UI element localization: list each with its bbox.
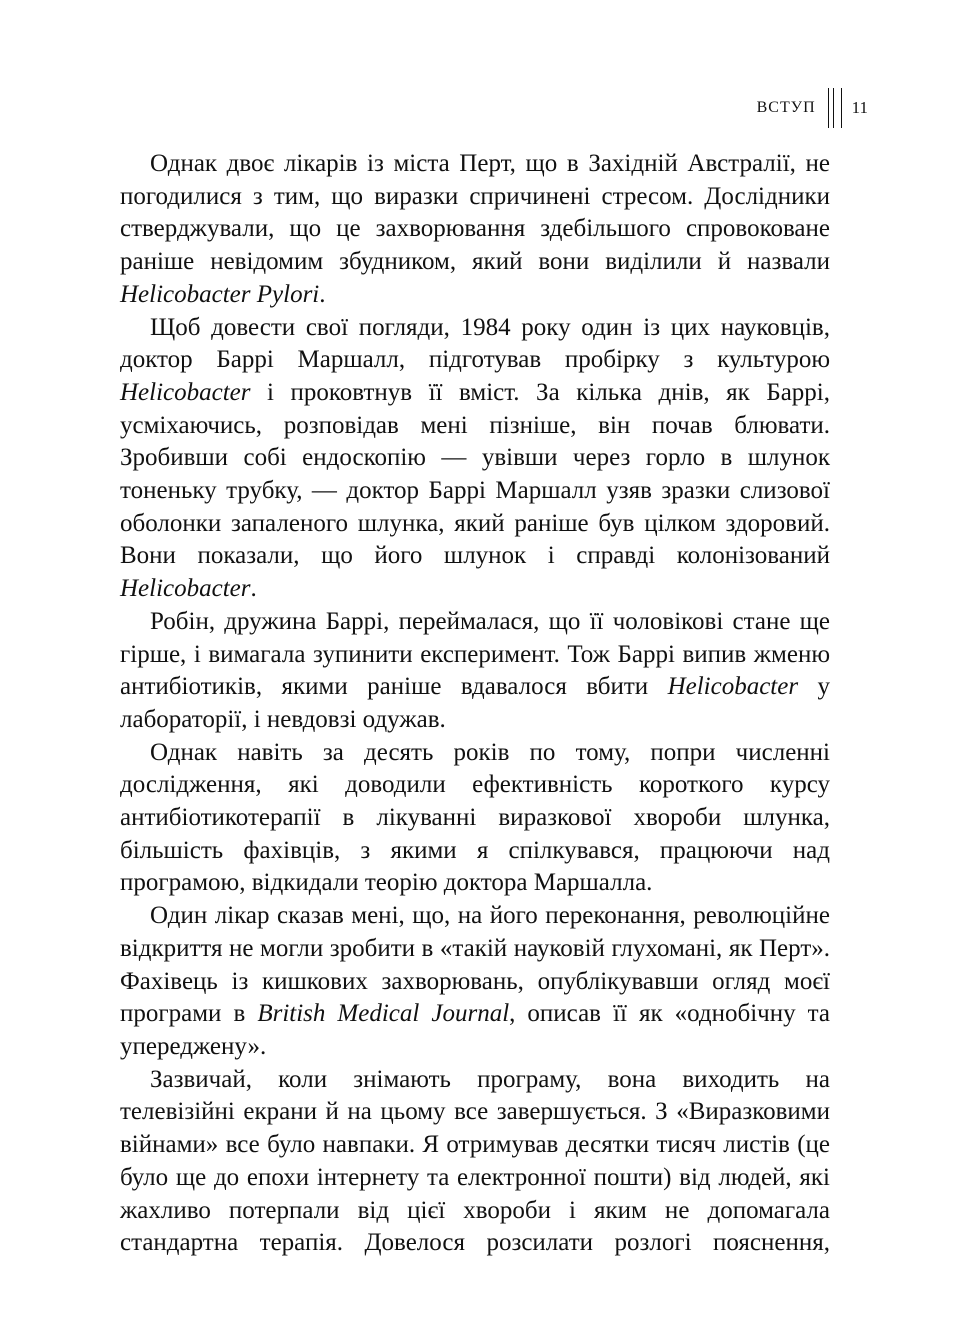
double-rule-divider — [828, 88, 842, 128]
italic-term: Helicobacter — [667, 673, 799, 701]
text-run: . — [250, 575, 257, 603]
text-run: , описав її як «однобічну та упереджену». — [120, 1000, 831, 1060]
italic-term: Helicobacter — [120, 378, 251, 406]
paragraph — [120, 1064, 830, 1260]
text-run: Однак навіть за десять років по тому, попри численні дослідження, які доводили ефективність короткого курсу антибіотикотерапії в лікуванні виразкової хвороби шлунка, більшість фахівців, з якими я спілкувався, працюючи над програмою, відкидали теорію доктора Маршалла. — [120, 738, 830, 897]
paragraph — [120, 606, 830, 737]
text-run: . — [319, 280, 326, 308]
paragraph — [120, 312, 830, 606]
text-run: Один лікар сказав мені, що, на його переконання, революційне відкриття не могли зробити в «такій науковій глухомані, як Перт». Фахівець із кишкових захворювань, опублікувавши огляд моєї програми в — [120, 902, 830, 1028]
italic-term: Helicobacter — [120, 575, 251, 603]
text-run: Робін, дружина Баррі, переймалася, що її чоловікові стане ще гірше, і вимагала зупинити експеримент. Тож Баррі випив жменю антибіотиків, якими раніше вдавалося вбити — [120, 607, 830, 701]
paragraph — [120, 900, 830, 1064]
text-run: у лабораторії, і невдовзі одужав. — [120, 673, 831, 733]
running-head — [757, 88, 868, 128]
section-title: ВСТУП — [756, 99, 816, 116]
body-text — [120, 148, 830, 1260]
italic-term: Helicobacter Pylori — [120, 280, 320, 308]
paragraph — [120, 148, 830, 312]
text-run: Однак двоє лікарів із міста Перт, що в Західній Австралії, не погодилися з тим, що виразки спричинені стресом. Дослідники стверджували, що це захворювання здебільшого спровоковане раніше невідомим збудником, який вони виділили й назвали — [120, 150, 830, 276]
text-run: Зазвичай, коли знімають програму, вона виходить на телевізійні екрани й на цьому все завершується. З «Виразковими війнами» все було навпаки. Я отримував десятки тисяч листів (це було ще до епохи інтернету та електронної пошти) від людей, які жахливо потерпали від цієї хвороби і яким не допомагала стандартна терапія. Довелося розсилати розлогі пояснення, — [120, 1065, 830, 1257]
italic-term: British Medical Journal — [257, 1000, 510, 1028]
paragraph — [120, 737, 830, 901]
text-run: і проковтнув її вміст. За кілька днів, як Баррі, усміхаючись, розповідав мені пізніше, він почав блювати. Зробивши собі ендоскопію — увівши через горло в шлунок тоненьку трубку, — доктор Баррі Маршалл узяв зразки слизової оболонки запаленого шлунка, який раніше був цілком здоровий. Вони показали, що його шлунок і справді колонізований — [120, 378, 830, 570]
page-number: 11 — [851, 98, 868, 117]
text-run: Щоб довести свої погляди, 1984 року один із цих науковців, доктор Баррі Маршалл, підготував пробірку з культурою — [120, 313, 830, 374]
